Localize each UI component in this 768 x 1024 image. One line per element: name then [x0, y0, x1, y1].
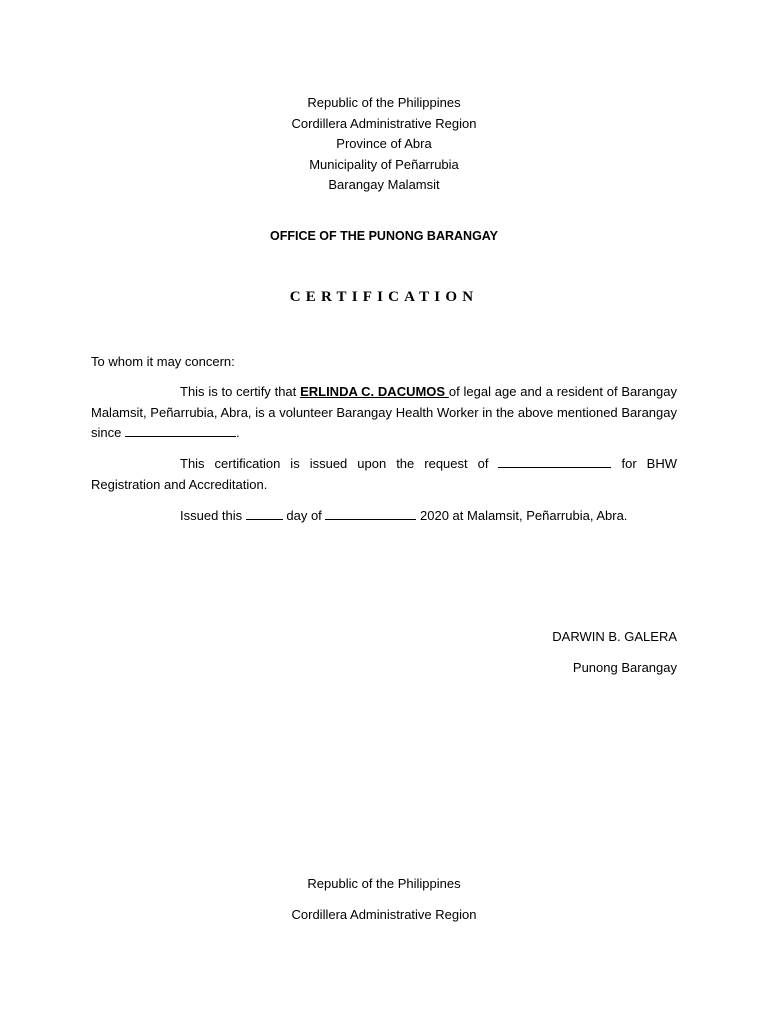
day-blank	[246, 508, 283, 520]
requester-blank	[498, 456, 611, 468]
signatory-position: Punong Barangay	[572, 660, 677, 675]
document-header	[0, 93, 768, 196]
signatory-name: DARWIN B. GALERA	[552, 629, 677, 644]
paragraph-issued	[91, 506, 677, 527]
paragraph-issued-part3: 2020 at Malamsit, Peñarrubia, Abra.	[416, 508, 628, 523]
footer-country: Republic of the Philippines	[307, 876, 461, 891]
header-country: Republic of the Philippines	[307, 95, 461, 110]
paragraph-certify-part2: of legal age and a resident of Barangay Malamsit, Peñarrubia, Abra, is a volunteer Barangay Health Worker in the above mentioned Barangay since	[91, 384, 678, 440]
header-region: Cordillera Administrative Region	[291, 115, 477, 131]
footer-region: Cordillera Administrative Region	[291, 907, 477, 922]
paragraph-issued-part1: Issued this	[180, 508, 246, 523]
header-province: Province of Abra	[336, 136, 432, 151]
paragraph-issued-part2: day of	[282, 508, 326, 523]
paragraph-certify-end: .	[235, 425, 240, 440]
certified-person-name: ERLINDA C. DACUMOS	[300, 384, 449, 399]
paragraph-request	[91, 454, 677, 495]
header-barangay: Barangay Malamsit	[328, 177, 440, 192]
salutation: To whom it may concern:	[91, 354, 235, 369]
paragraph-certify	[91, 382, 677, 444]
office-title: OFFICE OF THE PUNONG BARANGAY	[269, 229, 499, 243]
since-date-blank	[125, 425, 236, 437]
month-blank	[325, 508, 416, 520]
certificate-title: CERTIFICATION	[289, 289, 479, 305]
header-municipality: Municipality of Peñarrubia	[309, 156, 459, 172]
paragraph-request-part2: for BHW Registration and Accreditation.	[91, 456, 677, 492]
paragraph-request-part1: This certification is issued upon the request of	[180, 456, 499, 471]
paragraph-certify-part1: This is to certify that	[180, 384, 301, 399]
